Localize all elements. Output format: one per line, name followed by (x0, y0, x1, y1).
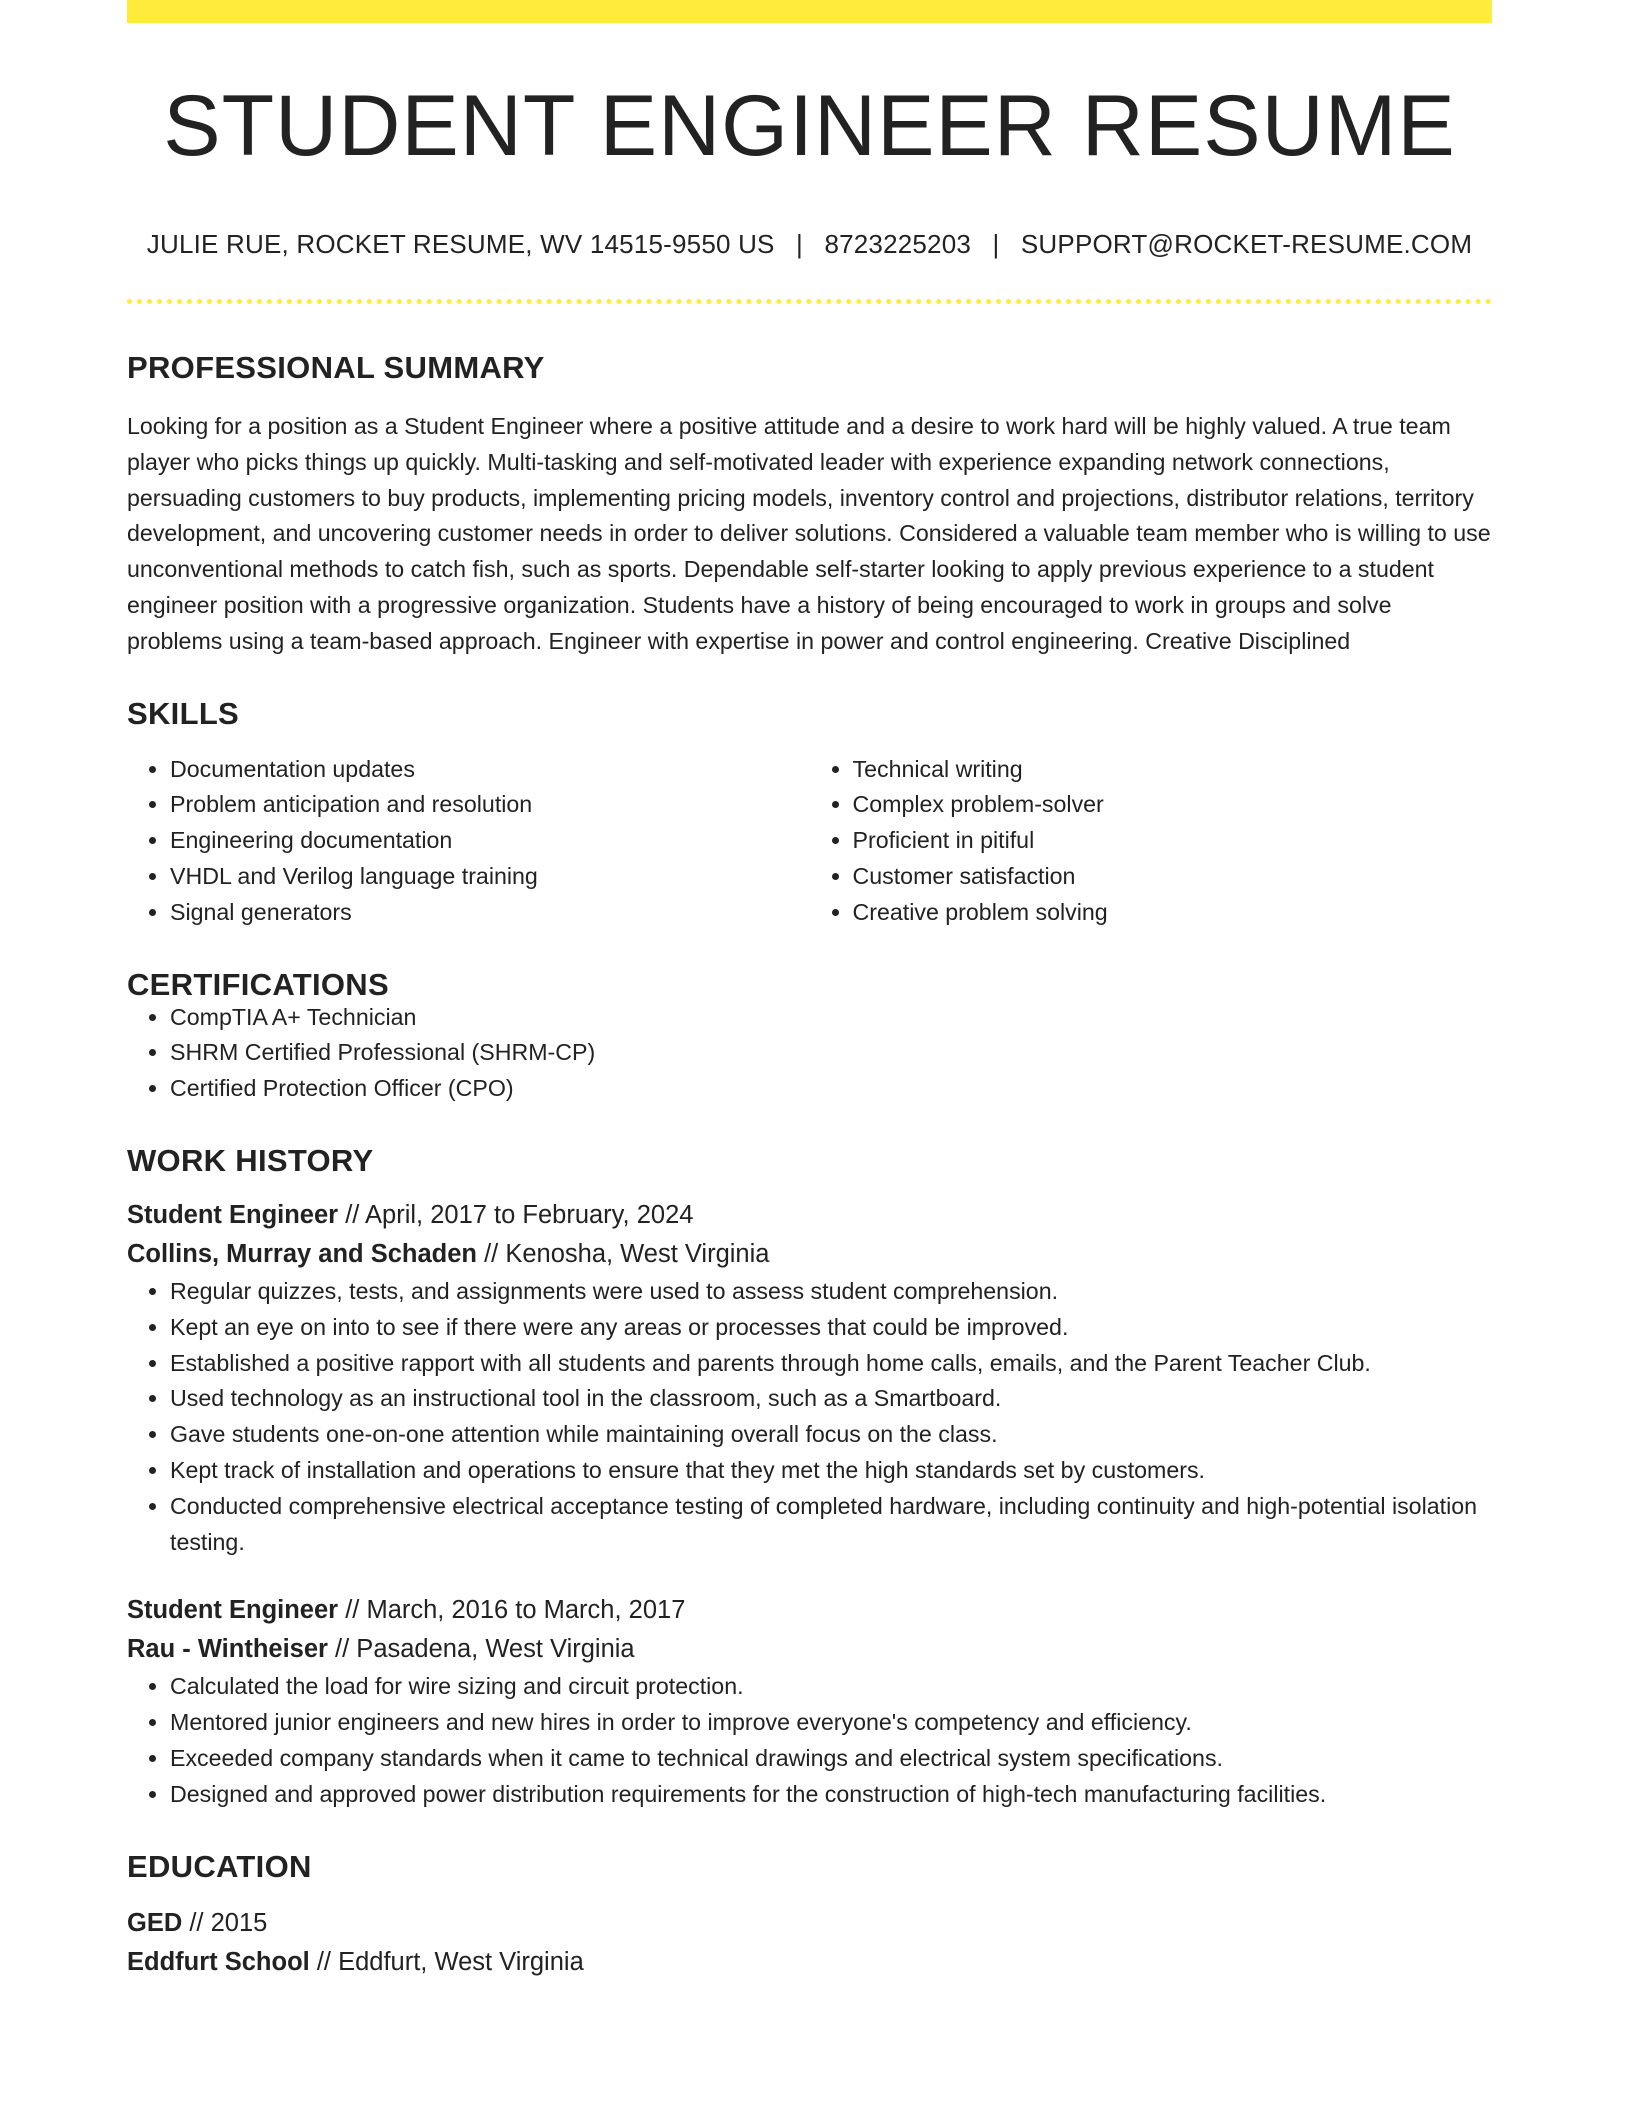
work-history-heading: WORK HISTORY (127, 1142, 374, 1178)
skills-heading: SKILLS (127, 695, 240, 731)
job-entry (127, 1591, 1492, 1812)
job-company-line (127, 1630, 1492, 1669)
job-company: Collins, Murray and Schaden (127, 1239, 477, 1268)
certification-item: • SHRM Certified Professional (SHRM-CP) (170, 1035, 1492, 1071)
job-company: Rau - Wintheiser (127, 1635, 328, 1664)
education-school: Eddfurt School (127, 1947, 310, 1976)
contact-email: SUPPORT@ROCKET-RESUME.COM (1020, 229, 1473, 259)
summary-text: Looking for a position as a Student Engineer where a positive attitude and a desire to work hard will be highly valued. A true team player who picks things up quickly. Multi-tasking and self-motivated leader with experience expanding network connections, persuading customers to buy products, implementing pricing models, inventory control and projections, distributor relations, territory development, and uncovering customer needs in order to deliver solutions. Considered a valuable team member who is willing to use unconventional methods to catch fish, such as sports. Dependable self-starter looking to apply previous experience to a student engineer position with a progressive organization. Students have a history of being encouraged to work in groups and solve problems using a team-based approach. Engineer with expertise in power and control engineering. Creative Disciplined (127, 413, 1491, 654)
skills-list-right (810, 752, 1493, 931)
job-title-line (127, 1196, 1492, 1235)
certification-item: • Certified Protection Officer (CPO) (170, 1071, 1492, 1107)
dotted-divider (127, 299, 1492, 304)
skill-item: • VHDL and Verilog language training (170, 859, 810, 895)
education-location: // Eddfurt, West Virginia (309, 1947, 584, 1976)
skill-item: • Problem anticipation and resolution (170, 787, 810, 823)
job-title: Student Engineer (127, 1200, 339, 1229)
certification-item: • CompTIA A+ Technician (170, 1000, 1492, 1036)
job-bullet: • Regular quizzes, tests, and assignments were used to assess student comprehension. (170, 1274, 1492, 1310)
education-heading: EDUCATION (127, 1848, 312, 1884)
job-title-line (127, 1591, 1492, 1630)
contact-address: JULIE RUE, ROCKET RESUME, WV 14515-9550 US (146, 229, 775, 259)
job-location: // Kenosha, West Virginia (477, 1239, 770, 1268)
education-degree-line (127, 1904, 1492, 1943)
job-location: // Pasadena, West Virginia (327, 1635, 635, 1664)
job-bullet: • Conducted comprehensive electrical acceptance testing of completed hardware, including continuity and high-potential isolation testing. (170, 1489, 1492, 1561)
contact-separator: | (992, 229, 1000, 259)
skill-item: • Customer satisfaction (853, 859, 1493, 895)
education-entry (127, 1904, 1492, 1982)
education-degree: GED (127, 1908, 183, 1937)
skill-item: • Engineering documentation (170, 823, 810, 859)
job-dates: // April, 2017 to February, 2024 (338, 1200, 694, 1229)
certifications-list (127, 1000, 1492, 1107)
contact-separator: | (796, 229, 803, 259)
skill-item: • Technical writing (853, 752, 1493, 788)
certifications-heading: CERTIFICATIONS (127, 966, 389, 1002)
skill-item: • Proficient in pitiful (853, 823, 1493, 859)
job-bullet: • Mentored junior engineers and new hires in order to improve everyone's competency and efficiency. (170, 1705, 1492, 1741)
contact-phone: 8723225203 (824, 229, 972, 259)
education-year: // 2015 (182, 1908, 268, 1937)
resume-page (127, 0, 1492, 1982)
job-bullet: • Designed and approved power distribution requirements for the construction of high-tech manufacturing facilities. (170, 1777, 1492, 1813)
skill-item: • Complex problem-solver (853, 787, 1493, 823)
contact-line (127, 231, 1492, 257)
skills-columns (127, 752, 1492, 931)
job-bullet: • Used technology as an instructional tool in the classroom, such as a Smartboard. (170, 1381, 1492, 1417)
skill-item: • Creative problem solving (853, 895, 1493, 931)
skills-list-left (127, 752, 810, 931)
job-bullet: • Exceeded company standards when it came to technical drawings and electrical system specifications. (170, 1741, 1492, 1777)
job-bullet: • Calculated the load for wire sizing and circuit protection. (170, 1669, 1492, 1705)
job-bullet: • Gave students one-on-one attention while maintaining overall focus on the class. (170, 1417, 1492, 1453)
skill-item: • Documentation updates (170, 752, 810, 788)
job-bullets (127, 1274, 1492, 1560)
skill-item: • Signal generators (170, 895, 810, 931)
accent-top-bar (127, 0, 1492, 23)
summary-heading: PROFESSIONAL SUMMARY (127, 350, 545, 385)
job-bullets (127, 1669, 1492, 1812)
education-school-line (127, 1943, 1492, 1982)
resume-title: STUDENT ENGINEER RESUME (163, 78, 1456, 174)
job-bullet: • Established a positive rapport with all students and parents through home calls, emails, and the Parent Teacher Club. (170, 1346, 1492, 1382)
job-bullet: • Kept track of installation and operations to ensure that they met the high standards set by customers. (170, 1453, 1492, 1489)
job-company-line (127, 1235, 1492, 1274)
job-title: Student Engineer (127, 1596, 339, 1625)
job-bullet: • Kept an eye on into to see if there were any areas or processes that could be improved. (170, 1310, 1492, 1346)
job-dates: // March, 2016 to March, 2017 (338, 1596, 686, 1625)
job-entry (127, 1196, 1492, 1560)
